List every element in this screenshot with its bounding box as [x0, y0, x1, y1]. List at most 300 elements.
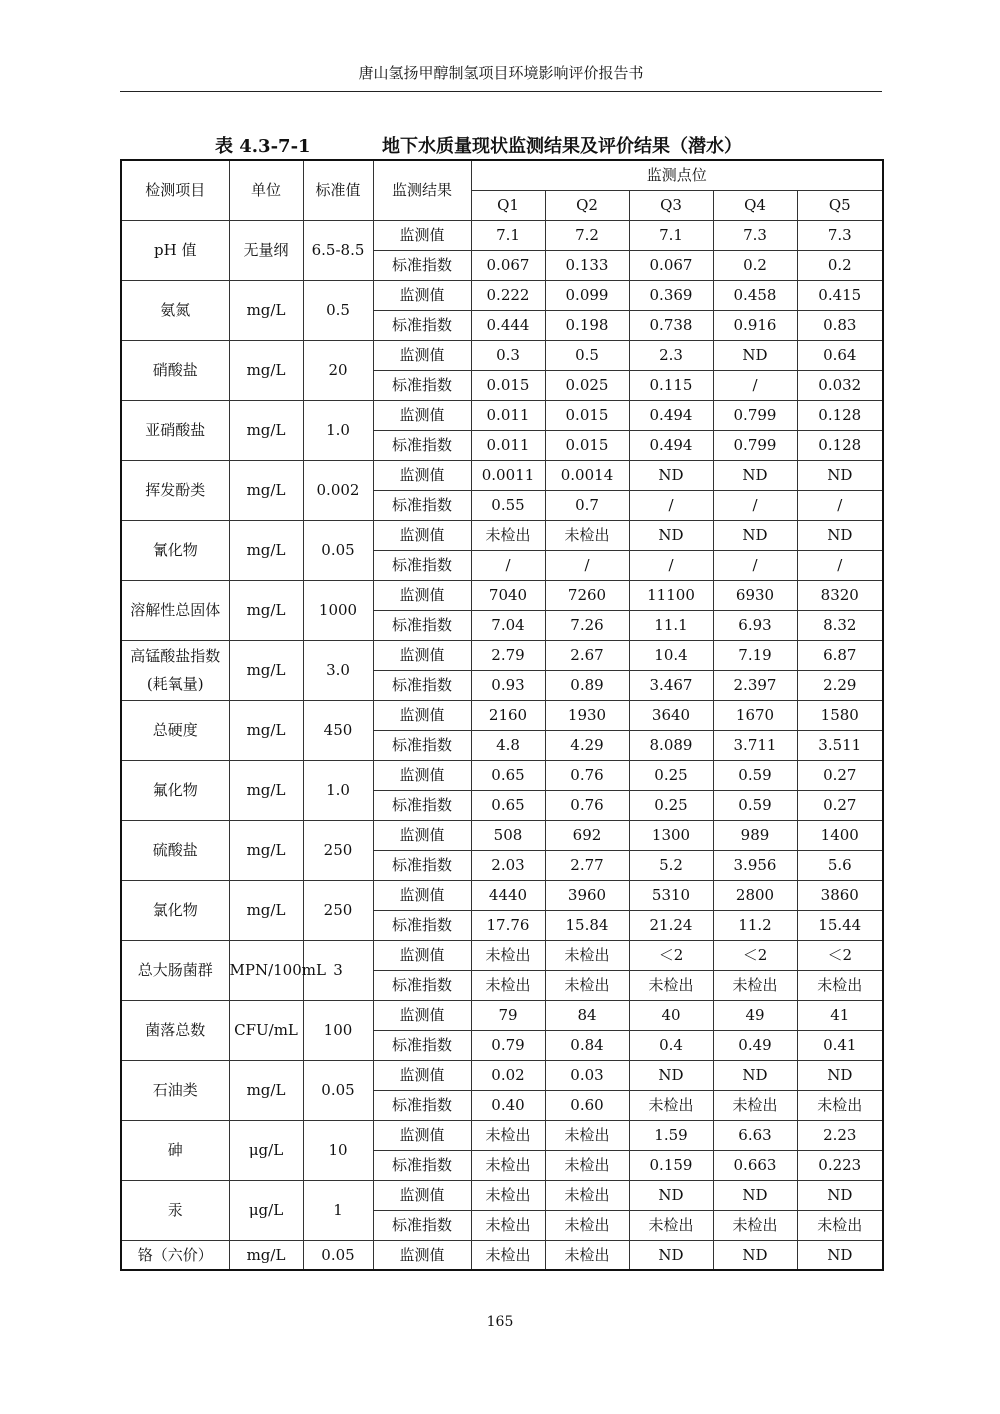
measured-value: ND — [629, 1060, 713, 1090]
index-value: 0.738 — [629, 310, 713, 340]
measured-value: 1670 — [713, 700, 797, 730]
standard-value: 6.5-8.5 — [303, 220, 373, 280]
measured-value: 未检出 — [471, 940, 545, 970]
table-row — [121, 580, 883, 610]
unit: μg/L — [229, 1180, 303, 1240]
col-header-q1: Q1 — [471, 190, 545, 220]
measured-value: 0.799 — [713, 400, 797, 430]
col-header-q5: Q5 — [797, 190, 883, 220]
table-row — [121, 1000, 883, 1030]
measured-value: 0.015 — [545, 400, 629, 430]
table-title: 地下水质量现状监测结果及评价结果（潜水） — [382, 136, 742, 157]
measured-value: 0.25 — [629, 760, 713, 790]
measured-value: 0.011 — [471, 400, 545, 430]
item-name: 氯化物 — [121, 880, 229, 940]
table-row — [121, 940, 883, 970]
index-value: 0.76 — [545, 790, 629, 820]
measured-value: ND — [797, 460, 883, 490]
index-value: 0.133 — [545, 250, 629, 280]
row-label-measured: 监测值 — [373, 1240, 471, 1270]
table-row — [121, 1060, 883, 1090]
row-label-measured: 监测值 — [373, 1060, 471, 1090]
measured-value: 0.02 — [471, 1060, 545, 1090]
item-name: 亚硝酸盐 — [121, 400, 229, 460]
measured-value: 692 — [545, 820, 629, 850]
unit: mg/L — [229, 340, 303, 400]
col-header-unit: 单位 — [229, 160, 303, 220]
index-value: 5.6 — [797, 850, 883, 880]
item-name: 菌落总数 — [121, 1000, 229, 1060]
unit: mg/L — [229, 1240, 303, 1270]
index-value: 0.65 — [471, 790, 545, 820]
measured-value: 0.458 — [713, 280, 797, 310]
measured-value: 5310 — [629, 880, 713, 910]
measured-value: 7.1 — [629, 220, 713, 250]
measured-value: 7260 — [545, 580, 629, 610]
table-row — [121, 520, 883, 550]
table-row — [121, 400, 883, 430]
index-value: 0.067 — [629, 250, 713, 280]
standard-value: 0.5 — [303, 280, 373, 340]
unit: mg/L — [229, 820, 303, 880]
measured-value: 0.369 — [629, 280, 713, 310]
standard-value: 20 — [303, 340, 373, 400]
standard-value: 0.05 — [303, 1240, 373, 1270]
table-row — [121, 1120, 883, 1150]
unit: CFU/mL — [229, 1000, 303, 1060]
index-value: 0.032 — [797, 370, 883, 400]
row-label-index: 标准指数 — [373, 250, 471, 280]
item-name: 硝酸盐 — [121, 340, 229, 400]
index-value: 2.77 — [545, 850, 629, 880]
index-value: 0.27 — [797, 790, 883, 820]
index-value: 0.25 — [629, 790, 713, 820]
measured-value: 7.19 — [713, 640, 797, 670]
standard-value: 3 — [303, 940, 373, 1000]
index-value: 未检出 — [471, 1210, 545, 1240]
measured-value: 8320 — [797, 580, 883, 610]
index-value: 0.89 — [545, 670, 629, 700]
measured-value: ND — [713, 1240, 797, 1270]
measured-value: ＜2 — [797, 940, 883, 970]
measured-value: 0.64 — [797, 340, 883, 370]
index-value: 11.2 — [713, 910, 797, 940]
measured-value: 2.23 — [797, 1120, 883, 1150]
index-value: / — [545, 550, 629, 580]
item-name: 砷 — [121, 1120, 229, 1180]
index-value: 未检出 — [713, 1210, 797, 1240]
measured-value: ND — [713, 520, 797, 550]
index-value: 2.29 — [797, 670, 883, 700]
measured-value: 49 — [713, 1000, 797, 1030]
measured-value: ND — [713, 1180, 797, 1210]
index-value: 8.32 — [797, 610, 883, 640]
col-header-q3: Q3 — [629, 190, 713, 220]
index-value: 0.916 — [713, 310, 797, 340]
unit: mg/L — [229, 700, 303, 760]
index-value: 0.011 — [471, 430, 545, 460]
measured-value: 未检出 — [545, 1180, 629, 1210]
measured-value: 84 — [545, 1000, 629, 1030]
index-value: / — [797, 550, 883, 580]
running-header: 唐山氢扬甲醇制氢项目环境影响评价报告书 — [358, 64, 644, 82]
col-header-q2: Q2 — [545, 190, 629, 220]
measured-value: 41 — [797, 1000, 883, 1030]
standard-value: 250 — [303, 880, 373, 940]
measured-value: 6.87 — [797, 640, 883, 670]
unit: mg/L — [229, 1060, 303, 1120]
measured-value: 11100 — [629, 580, 713, 610]
measured-value: 0.03 — [545, 1060, 629, 1090]
measured-value: 0.27 — [797, 760, 883, 790]
measured-value: 2800 — [713, 880, 797, 910]
measured-value: 0.59 — [713, 760, 797, 790]
table-row — [121, 1240, 883, 1270]
measured-value: 未检出 — [545, 940, 629, 970]
col-header-result: 监测结果 — [373, 160, 471, 220]
table-row — [121, 220, 883, 250]
index-value: 0.198 — [545, 310, 629, 340]
index-value: 11.1 — [629, 610, 713, 640]
row-label-index: 标准指数 — [373, 610, 471, 640]
measured-value: 4440 — [471, 880, 545, 910]
monitoring-table — [120, 159, 884, 1271]
index-value: 未检出 — [545, 970, 629, 1000]
col-header-item: 检测项目 — [121, 160, 229, 220]
item-name: 氰化物 — [121, 520, 229, 580]
index-value: 4.8 — [471, 730, 545, 760]
measured-value: 未检出 — [471, 1180, 545, 1210]
unit: mg/L — [229, 520, 303, 580]
index-value: 3.711 — [713, 730, 797, 760]
measured-value: 1930 — [545, 700, 629, 730]
measured-value: 0.3 — [471, 340, 545, 370]
table-row — [121, 280, 883, 310]
measured-value: 7.3 — [713, 220, 797, 250]
item-name: 总大肠菌群 — [121, 940, 229, 1000]
index-value: 0.84 — [545, 1030, 629, 1060]
row-label-measured: 监测值 — [373, 700, 471, 730]
index-value: 0.7 — [545, 490, 629, 520]
index-value: 0.83 — [797, 310, 883, 340]
measured-value: ND — [713, 1060, 797, 1090]
row-label-index: 标准指数 — [373, 1150, 471, 1180]
col-header-q4: Q4 — [713, 190, 797, 220]
measured-value: 0.0014 — [545, 460, 629, 490]
index-value: 未检出 — [797, 970, 883, 1000]
index-value: 0.40 — [471, 1090, 545, 1120]
unit: mg/L — [229, 640, 303, 700]
row-label-measured: 监测值 — [373, 1180, 471, 1210]
item-name: 石油类 — [121, 1060, 229, 1120]
index-value: 未检出 — [545, 1150, 629, 1180]
row-label-index: 标准指数 — [373, 670, 471, 700]
index-value: 15.44 — [797, 910, 883, 940]
measured-value: 7040 — [471, 580, 545, 610]
row-label-index: 标准指数 — [373, 970, 471, 1000]
measured-value: ND — [797, 1060, 883, 1090]
index-value: 未检出 — [797, 1090, 883, 1120]
measured-value: 79 — [471, 1000, 545, 1030]
index-value: 3.511 — [797, 730, 883, 760]
row-label-index: 标准指数 — [373, 1090, 471, 1120]
standard-value: 1000 — [303, 580, 373, 640]
unit: mg/L — [229, 400, 303, 460]
standard-value: 100 — [303, 1000, 373, 1060]
index-value: 0.93 — [471, 670, 545, 700]
standard-value: 3.0 — [303, 640, 373, 700]
measured-value: 未检出 — [471, 1240, 545, 1270]
index-value: 0.55 — [471, 490, 545, 520]
measured-value: 2.3 — [629, 340, 713, 370]
row-label-measured: 监测值 — [373, 460, 471, 490]
index-value: 0.41 — [797, 1030, 883, 1060]
index-value: 未检出 — [713, 970, 797, 1000]
table-row — [121, 700, 883, 730]
unit: mg/L — [229, 580, 303, 640]
measured-value: ND — [713, 460, 797, 490]
index-value: 0.025 — [545, 370, 629, 400]
index-value: 0.115 — [629, 370, 713, 400]
item-name: 铬（六价） — [121, 1240, 229, 1270]
table-number: 表 4.3-7-1 — [215, 136, 311, 157]
measured-value: 1.59 — [629, 1120, 713, 1150]
index-value: 未检出 — [471, 1150, 545, 1180]
index-value: 0.494 — [629, 430, 713, 460]
standard-value: 0.002 — [303, 460, 373, 520]
standard-value: 450 — [303, 700, 373, 760]
index-value: 7.04 — [471, 610, 545, 640]
row-label-measured: 监测值 — [373, 1000, 471, 1030]
item-name: 高锰酸盐指数(耗氧量) — [121, 640, 229, 700]
item-name: 硫酸盐 — [121, 820, 229, 880]
measured-value: ＜2 — [629, 940, 713, 970]
measured-value: 2.79 — [471, 640, 545, 670]
index-value: / — [471, 550, 545, 580]
index-value: 3.467 — [629, 670, 713, 700]
index-value: 3.956 — [713, 850, 797, 880]
index-value: 0.128 — [797, 430, 883, 460]
measured-value: 0.76 — [545, 760, 629, 790]
table-body — [121, 220, 883, 1270]
measured-value: 0.222 — [471, 280, 545, 310]
standard-value: 10 — [303, 1120, 373, 1180]
index-value: 4.29 — [545, 730, 629, 760]
index-value: 0.015 — [471, 370, 545, 400]
measured-value: 0.0011 — [471, 460, 545, 490]
index-value: 未检出 — [629, 1090, 713, 1120]
standard-value: 0.05 — [303, 520, 373, 580]
index-value: 21.24 — [629, 910, 713, 940]
standard-value: 1 — [303, 1180, 373, 1240]
index-value: / — [713, 370, 797, 400]
index-value: 17.76 — [471, 910, 545, 940]
item-name: 汞 — [121, 1180, 229, 1240]
index-value: 0.79 — [471, 1030, 545, 1060]
standard-value: 0.05 — [303, 1060, 373, 1120]
row-label-measured: 监测值 — [373, 220, 471, 250]
table-row — [121, 880, 883, 910]
index-value: 0.444 — [471, 310, 545, 340]
unit: MPN/100mL — [229, 940, 303, 1000]
measured-value: 未检出 — [545, 520, 629, 550]
index-value: 未检出 — [797, 1210, 883, 1240]
measured-value: 6.63 — [713, 1120, 797, 1150]
measured-value: ND — [797, 520, 883, 550]
item-name: 溶解性总固体 — [121, 580, 229, 640]
index-value: 6.93 — [713, 610, 797, 640]
measured-value: ND — [629, 1240, 713, 1270]
index-value: / — [713, 550, 797, 580]
index-value: 15.84 — [545, 910, 629, 940]
row-label-index: 标准指数 — [373, 550, 471, 580]
measured-value: ND — [629, 460, 713, 490]
measured-value: 6930 — [713, 580, 797, 610]
row-label-measured: 监测值 — [373, 880, 471, 910]
row-label-measured: 监测值 — [373, 640, 471, 670]
index-value: / — [797, 490, 883, 520]
row-label-index: 标准指数 — [373, 730, 471, 760]
measured-value: 3860 — [797, 880, 883, 910]
row-label-measured: 监测值 — [373, 940, 471, 970]
measured-value: ＜2 — [713, 940, 797, 970]
measured-value: 0.494 — [629, 400, 713, 430]
unit: mg/L — [229, 460, 303, 520]
index-value: 0.49 — [713, 1030, 797, 1060]
measured-value: ND — [797, 1180, 883, 1210]
measured-value: 1400 — [797, 820, 883, 850]
unit: mg/L — [229, 880, 303, 940]
index-value: 0.015 — [545, 430, 629, 460]
unit: μg/L — [229, 1120, 303, 1180]
measured-value: 3640 — [629, 700, 713, 730]
index-value: / — [629, 490, 713, 520]
standard-value: 1.0 — [303, 760, 373, 820]
item-name: 氟化物 — [121, 760, 229, 820]
index-value: 0.067 — [471, 250, 545, 280]
unit: 无量纲 — [229, 220, 303, 280]
standard-value: 250 — [303, 820, 373, 880]
row-label-index: 标准指数 — [373, 850, 471, 880]
index-value: 0.663 — [713, 1150, 797, 1180]
measured-value: 1580 — [797, 700, 883, 730]
row-label-measured: 监测值 — [373, 580, 471, 610]
row-label-index: 标准指数 — [373, 910, 471, 940]
row-label-measured: 监测值 — [373, 280, 471, 310]
measured-value: 3960 — [545, 880, 629, 910]
row-label-measured: 监测值 — [373, 820, 471, 850]
table-row — [121, 820, 883, 850]
table-row — [121, 340, 883, 370]
measured-value: ND — [629, 1180, 713, 1210]
measured-value: 40 — [629, 1000, 713, 1030]
measured-value: 7.3 — [797, 220, 883, 250]
row-label-index: 标准指数 — [373, 490, 471, 520]
measured-value: ND — [713, 340, 797, 370]
index-value: / — [629, 550, 713, 580]
index-value: 0.223 — [797, 1150, 883, 1180]
measured-value: 2.67 — [545, 640, 629, 670]
unit: mg/L — [229, 760, 303, 820]
index-value: 未检出 — [545, 1210, 629, 1240]
measured-value: 2160 — [471, 700, 545, 730]
measured-value: 7.2 — [545, 220, 629, 250]
standard-value: 1.0 — [303, 400, 373, 460]
index-value: 5.2 — [629, 850, 713, 880]
measured-value: 989 — [713, 820, 797, 850]
item-name: 总硬度 — [121, 700, 229, 760]
index-value: 未检出 — [629, 970, 713, 1000]
row-label-measured: 监测值 — [373, 340, 471, 370]
col-header-points: 监测点位 — [471, 160, 883, 190]
index-value: 0.799 — [713, 430, 797, 460]
index-value: 2.03 — [471, 850, 545, 880]
measured-value: 0.5 — [545, 340, 629, 370]
index-value: / — [713, 490, 797, 520]
table-row — [121, 760, 883, 790]
header-rule — [120, 91, 882, 92]
table-row — [121, 460, 883, 490]
row-label-measured: 监测值 — [373, 1120, 471, 1150]
measured-value: 未检出 — [545, 1240, 629, 1270]
measured-value: 1300 — [629, 820, 713, 850]
row-label-index: 标准指数 — [373, 370, 471, 400]
measured-value: 0.099 — [545, 280, 629, 310]
row-label-index: 标准指数 — [373, 1030, 471, 1060]
page-number: 165 — [486, 1314, 514, 1330]
row-label-index: 标准指数 — [373, 1210, 471, 1240]
index-value: 0.60 — [545, 1090, 629, 1120]
index-value: 8.089 — [629, 730, 713, 760]
measured-value: 未检出 — [545, 1120, 629, 1150]
measured-value: 10.4 — [629, 640, 713, 670]
measured-value: 未检出 — [471, 1120, 545, 1150]
measured-value: 0.65 — [471, 760, 545, 790]
table-caption — [120, 130, 882, 158]
measured-value: 未检出 — [471, 520, 545, 550]
index-value: 0.4 — [629, 1030, 713, 1060]
measured-value: 508 — [471, 820, 545, 850]
index-value: 0.2 — [713, 250, 797, 280]
index-value: 未检出 — [629, 1210, 713, 1240]
item-name: 挥发酚类 — [121, 460, 229, 520]
measured-value: ND — [797, 1240, 883, 1270]
row-label-measured: 监测值 — [373, 520, 471, 550]
measured-value: 0.415 — [797, 280, 883, 310]
index-value: 未检出 — [713, 1090, 797, 1120]
table-row — [121, 1180, 883, 1210]
unit: mg/L — [229, 280, 303, 340]
row-label-index: 标准指数 — [373, 310, 471, 340]
row-label-index: 标准指数 — [373, 430, 471, 460]
measured-value: ND — [629, 520, 713, 550]
row-label-index: 标准指数 — [373, 790, 471, 820]
measured-value: 0.128 — [797, 400, 883, 430]
item-name: pH 值 — [121, 220, 229, 280]
table-row — [121, 640, 883, 670]
row-label-measured: 监测值 — [373, 760, 471, 790]
index-value: 0.159 — [629, 1150, 713, 1180]
row-label-measured: 监测值 — [373, 400, 471, 430]
measured-value: 7.1 — [471, 220, 545, 250]
index-value: 0.2 — [797, 250, 883, 280]
col-header-standard: 标准值 — [303, 160, 373, 220]
index-value: 0.59 — [713, 790, 797, 820]
index-value: 未检出 — [471, 970, 545, 1000]
item-name: 氨氮 — [121, 280, 229, 340]
index-value: 7.26 — [545, 610, 629, 640]
index-value: 2.397 — [713, 670, 797, 700]
